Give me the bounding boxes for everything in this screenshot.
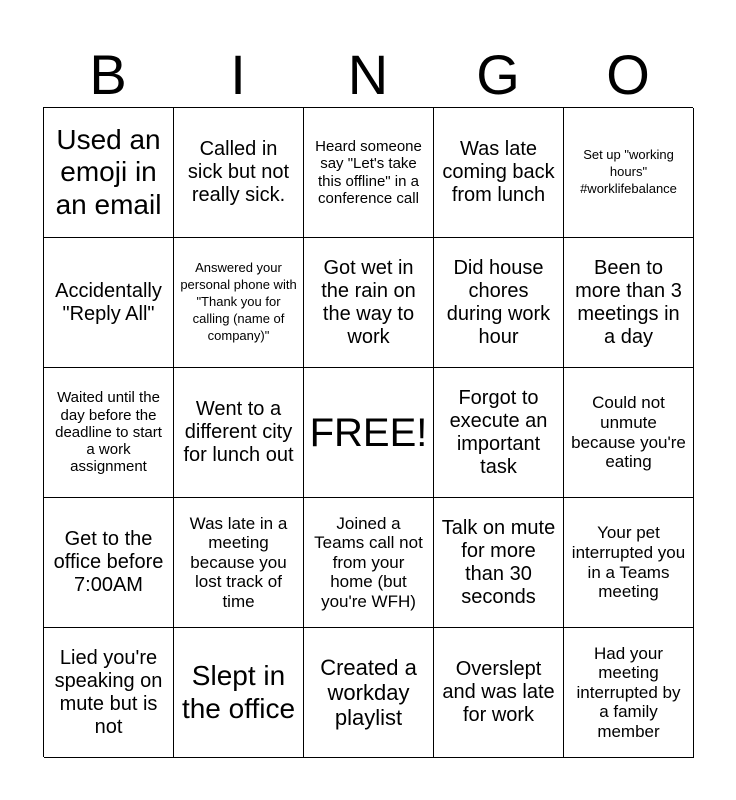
bingo-cell — [564, 108, 694, 238]
cell-text: Was late coming back from lunch — [442, 138, 555, 206]
bingo-cell — [44, 108, 174, 238]
cell-text: Used an emoji in an email — [55, 124, 162, 220]
cell-text: Set up "working hours" #worklifebalance — [580, 147, 677, 196]
header-letter-b: B — [89, 43, 127, 106]
bingo-cell — [304, 238, 434, 368]
free-space-label: FREE! — [309, 410, 428, 455]
cell-text: Went to a different city for lunch out — [183, 398, 294, 466]
bingo-cell — [434, 498, 564, 628]
bingo-cell — [564, 368, 694, 498]
cell-text: Get to the office before 7:00AM — [53, 528, 164, 596]
cell-text: Joined a Teams call not from your home (but you're WFH) — [314, 513, 423, 611]
cell-text: Talk on mute for more than 30 seconds — [441, 516, 556, 608]
cell-text: Lied you're speaking on mute but is not — [54, 646, 163, 738]
bingo-cell — [564, 498, 694, 628]
bingo-grid — [43, 107, 693, 757]
cell-text: Forgot to execute an important task — [449, 386, 548, 478]
bingo-cell — [304, 628, 434, 758]
bingo-cell — [304, 108, 434, 238]
bingo-cell — [564, 238, 694, 368]
bingo-cell — [44, 498, 174, 628]
bingo-cell — [564, 628, 694, 758]
bingo-cell — [434, 238, 564, 368]
cell-text: Was late in a meeting because you lost track of time — [189, 513, 288, 611]
cell-text: Waited until the day before the deadline to start a work assignment — [55, 389, 162, 476]
header-letter-i: I — [230, 43, 246, 106]
cell-text: Accidentally "Reply All" — [55, 279, 162, 325]
bingo-cell — [44, 368, 174, 498]
cell-text: Been to more than 3 meetings in a day — [575, 256, 682, 348]
header-letter-o: O — [606, 43, 650, 106]
bingo-cell — [434, 368, 564, 498]
cell-text: Heard someone say "Let's take this offline" in a conference call — [315, 138, 422, 207]
cell-text: Could not unmute because you're eating — [571, 393, 686, 472]
bingo-cell — [174, 368, 304, 498]
bingo-cell — [434, 108, 564, 238]
bingo-cell — [174, 238, 304, 368]
cell-text: Had your meeting interrupted by a family member — [576, 643, 681, 741]
cell-text: Overslept and was late for work — [442, 658, 555, 726]
bingo-cell — [174, 628, 304, 758]
bingo-header — [43, 42, 693, 108]
bingo-cell — [44, 628, 174, 758]
cell-text: Answered your personal phone with "Thank you for calling (name of company)" — [180, 260, 297, 343]
bingo-cell — [44, 238, 174, 368]
free-space — [304, 368, 434, 498]
header-letter-n: N — [347, 43, 389, 106]
cell-text: Your pet interrupted you in a Teams meeting — [571, 523, 686, 602]
bingo-cell — [304, 498, 434, 628]
cell-text: Created a workday playlist — [320, 654, 417, 731]
cell-text: Did house chores during work hour — [446, 256, 551, 348]
bingo-cell — [174, 108, 304, 238]
header-letter-g: G — [476, 43, 520, 106]
cell-text: Called in sick but not really sick. — [187, 138, 290, 206]
cell-text: Got wet in the rain on the way to work — [321, 256, 416, 348]
bingo-cell — [434, 628, 564, 758]
cell-text: Slept in the office — [181, 660, 296, 724]
bingo-cell — [174, 498, 304, 628]
